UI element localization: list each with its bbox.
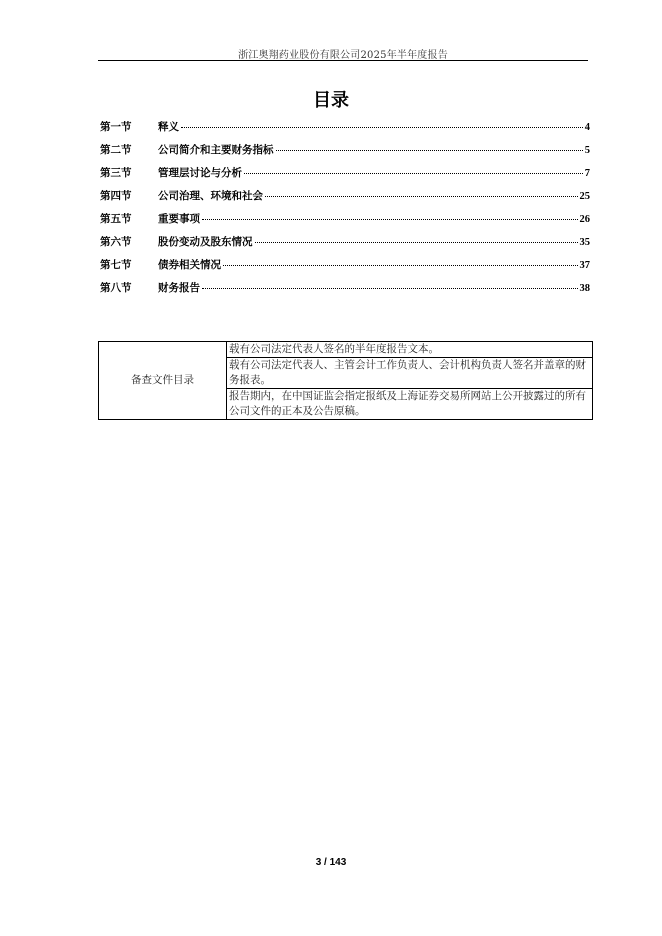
- toc-page-number: 26: [579, 214, 590, 225]
- toc-section-number: 第二节: [100, 144, 132, 156]
- table-of-contents: [100, 119, 590, 303]
- toc-section-title: 公司治理、环境和社会: [158, 190, 263, 202]
- reference-document-item: 载有公司法定代表人签名的半年度报告文本。: [227, 342, 593, 358]
- toc-title: 目录: [313, 90, 349, 111]
- toc-entry[interactable]: [100, 211, 590, 234]
- toc-leader-dots: [181, 127, 583, 128]
- toc-section-number: 第一节: [100, 121, 132, 133]
- header-divider: [98, 60, 588, 61]
- toc-entry[interactable]: [100, 234, 590, 257]
- toc-entry[interactable]: [100, 165, 590, 188]
- toc-section-title: 释义: [158, 121, 179, 133]
- toc-page-number: 35: [579, 237, 590, 248]
- toc-section-number: 第六节: [100, 236, 132, 248]
- page-header: 浙江奥翔药业股份有限公司2025年半年度报告: [238, 50, 448, 61]
- toc-section-title: 重要事项: [158, 213, 200, 225]
- toc-leader-dots: [265, 196, 578, 197]
- toc-page-number: 5: [584, 145, 590, 156]
- toc-section-number: 第四节: [100, 190, 132, 202]
- toc-leader-dots: [202, 288, 578, 289]
- toc-entry[interactable]: [100, 257, 590, 280]
- reference-documents-table: [98, 341, 593, 420]
- toc-entry[interactable]: [100, 119, 590, 142]
- toc-leader-dots: [276, 150, 583, 151]
- toc-entry[interactable]: [100, 188, 590, 211]
- toc-section-number: 第七节: [100, 259, 132, 271]
- toc-section-title: 管理层讨论与分析: [158, 167, 242, 179]
- toc-section-title: 财务报告: [158, 282, 200, 294]
- toc-leader-dots: [244, 173, 583, 174]
- toc-page-number: 4: [584, 122, 590, 133]
- reference-documents-label: 备查文件目录: [99, 342, 227, 420]
- toc-section-number: 第三节: [100, 167, 132, 179]
- page-number-footer: 3 / 143: [315, 857, 347, 868]
- toc-section-number: 第五节: [100, 213, 132, 225]
- toc-leader-dots: [255, 242, 578, 243]
- toc-page-number: 7: [584, 168, 590, 179]
- toc-section-title: 债券相关情况: [158, 259, 221, 271]
- table-row: [99, 342, 593, 358]
- reference-document-item: 载有公司法定代表人、主管会计工作负责人、会计机构负责人签名并盖章的财务报表。: [227, 358, 593, 389]
- toc-page-number: 38: [579, 283, 590, 294]
- toc-section-number: 第八节: [100, 282, 132, 294]
- reference-document-item: 报告期内，在中国证监会指定报纸及上海证券交易所网站上公开披露过的所有公司文件的正本及公告原稿。: [227, 389, 593, 420]
- toc-leader-dots: [202, 219, 578, 220]
- toc-entry[interactable]: [100, 142, 590, 165]
- toc-section-title: 股份变动及股东情况: [158, 236, 253, 248]
- toc-page-number: 25: [579, 191, 590, 202]
- toc-leader-dots: [223, 265, 578, 266]
- toc-section-title: 公司简介和主要财务指标: [158, 144, 274, 156]
- toc-entry[interactable]: [100, 280, 590, 303]
- toc-page-number: 37: [579, 260, 590, 271]
